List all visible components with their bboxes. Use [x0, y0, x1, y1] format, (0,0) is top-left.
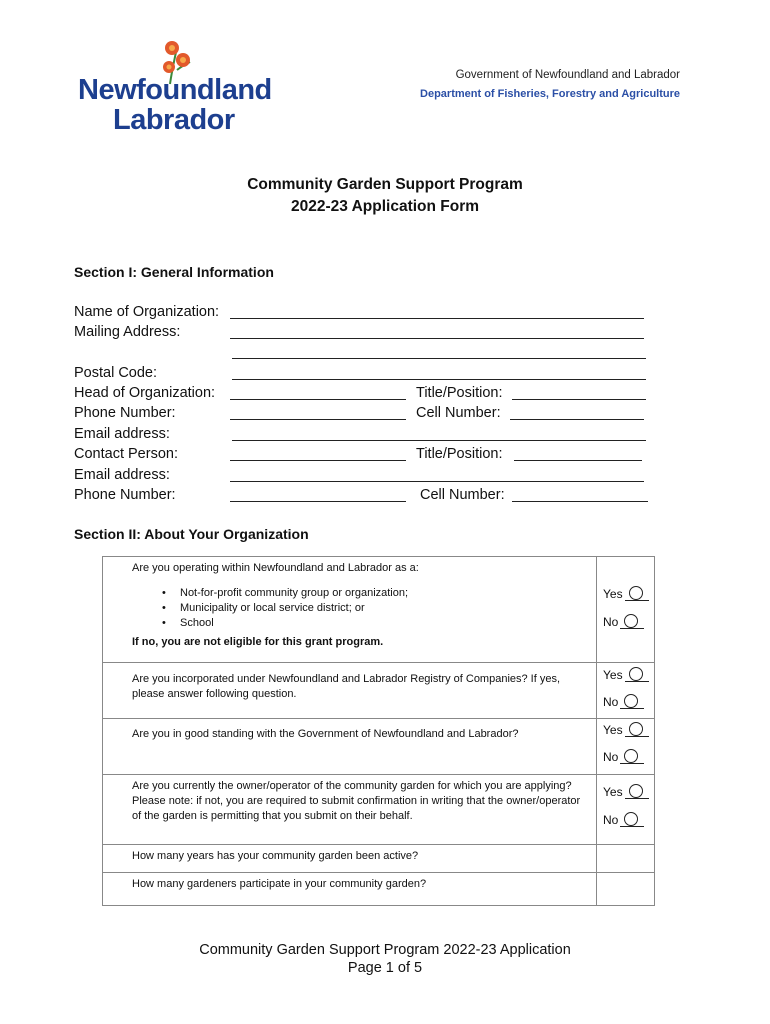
- answer-cell: [597, 719, 655, 775]
- government-name: Government of Newfoundland and Labrador: [455, 69, 680, 81]
- answer-underline: [620, 616, 644, 629]
- contact-person-label: Contact Person:: [74, 446, 178, 462]
- no-option[interactable]: [603, 812, 644, 827]
- email-address-label: Email address:: [74, 426, 170, 442]
- yes-label: Yes: [603, 587, 623, 601]
- no-label: No: [603, 750, 619, 764]
- contact-email-field[interactable]: [230, 481, 644, 482]
- yes-option[interactable]: [603, 784, 649, 799]
- contact-person-field[interactable]: [230, 460, 406, 461]
- phone-number-field[interactable]: [230, 419, 406, 420]
- cell-number-label: Cell Number:: [416, 405, 501, 421]
- question-owner-operator: Are you currently the owner/operator of the community garden for which you are applying? Please note: if not, you are required to submit confirmation in writing that the owner/operator of the garden is permitting that you submit on their behalf.: [103, 775, 597, 845]
- no-option[interactable]: [603, 749, 644, 764]
- list-item: • Municipality or local service district; or: [162, 601, 588, 616]
- answer-underline: [620, 696, 644, 709]
- question-gardeners-count: How many gardeners participate in your community garden?: [103, 873, 597, 906]
- yes-option[interactable]: [603, 667, 649, 682]
- page-number: Page 1 of 5: [347, 960, 423, 976]
- email-address-field[interactable]: [232, 440, 646, 441]
- no-option[interactable]: [603, 694, 644, 709]
- department-name: Department of Fisheries, Forestry and Agriculture: [420, 88, 680, 100]
- yes-label: Yes: [603, 668, 623, 682]
- contact-phone-field[interactable]: [230, 501, 406, 502]
- answer-cell: [597, 775, 655, 845]
- question-row: [103, 663, 655, 719]
- title-position-label: Title/Position:: [416, 385, 503, 401]
- years-active-answer[interactable]: [597, 845, 655, 873]
- question-good-standing: Are you in good standing with the Government of Newfoundland and Labrador?: [103, 719, 597, 775]
- list-item: • Not-for-profit community group or organization;: [162, 586, 588, 601]
- yes-label: Yes: [603, 723, 623, 737]
- section-1-heading: Section I: General Information: [74, 264, 274, 280]
- title-position-field[interactable]: [512, 399, 646, 400]
- eligibility-warning: If no, you are not eligible for this grant program.: [132, 636, 384, 648]
- organization-questions-table: [102, 556, 655, 906]
- eligibility-options-list: [162, 586, 588, 631]
- org-name-label: Name of Organization:: [74, 304, 220, 320]
- question-cell: [103, 557, 597, 663]
- contact-email-label: Email address:: [74, 467, 170, 483]
- yes-option[interactable]: [603, 586, 649, 601]
- question-incorporated: Are you incorporated under Newfoundland and Labrador Registry of Companies? If yes, please answer following question.: [103, 663, 597, 719]
- logo-wordmark-line1: Newfoundland: [78, 74, 272, 106]
- mailing-address-field[interactable]: [230, 338, 644, 339]
- answer-underline: [625, 669, 649, 682]
- section-2-heading: Section II: About Your Organization: [74, 526, 309, 542]
- mailing-address-label: Mailing Address:: [74, 324, 181, 340]
- cell-number-field[interactable]: [510, 419, 644, 420]
- gardeners-count-answer[interactable]: [597, 873, 655, 906]
- answer-cell: [597, 557, 655, 663]
- question-years-active: How many years has your community garden been active?: [103, 845, 597, 873]
- mailing-address-field-2[interactable]: [232, 358, 646, 359]
- form-subtitle: 2022-23 Application Form: [290, 198, 480, 215]
- question-operating: Are you operating within Newfoundland and Labrador as a:: [132, 562, 419, 574]
- no-label: No: [603, 813, 619, 827]
- contact-phone-label: Phone Number:: [74, 487, 176, 503]
- question-row: [103, 873, 655, 906]
- yes-option[interactable]: [603, 722, 649, 737]
- postal-code-label: Postal Code:: [74, 365, 158, 381]
- list-item: • School: [162, 616, 588, 631]
- answer-cell: [597, 663, 655, 719]
- head-of-org-field[interactable]: [230, 399, 406, 400]
- question-row: [103, 845, 655, 873]
- yes-label: Yes: [603, 785, 623, 799]
- phone-number-label: Phone Number:: [74, 405, 176, 421]
- footer-title: Community Garden Support Program 2022-23 Application: [199, 942, 571, 958]
- org-name-field[interactable]: [230, 318, 644, 319]
- contact-cell-field[interactable]: [512, 501, 648, 502]
- logo-wordmark-line2: Labrador: [113, 104, 235, 136]
- question-row: [103, 557, 655, 663]
- question-row: [103, 719, 655, 775]
- form-title: Community Garden Support Program: [247, 176, 523, 193]
- answer-underline: [625, 786, 649, 799]
- answer-underline: [620, 751, 644, 764]
- contact-cell-label: Cell Number:: [420, 487, 505, 503]
- contact-title-position-label: Title/Position:: [416, 446, 503, 462]
- answer-underline: [625, 724, 649, 737]
- postal-code-field[interactable]: [232, 379, 646, 380]
- answer-underline: [620, 814, 644, 827]
- contact-title-position-field[interactable]: [514, 460, 642, 461]
- head-of-org-label: Head of Organization:: [74, 385, 216, 401]
- question-row: [103, 775, 655, 845]
- no-label: No: [603, 615, 619, 629]
- no-option[interactable]: [603, 614, 644, 629]
- no-label: No: [603, 695, 619, 709]
- answer-underline: [625, 588, 649, 601]
